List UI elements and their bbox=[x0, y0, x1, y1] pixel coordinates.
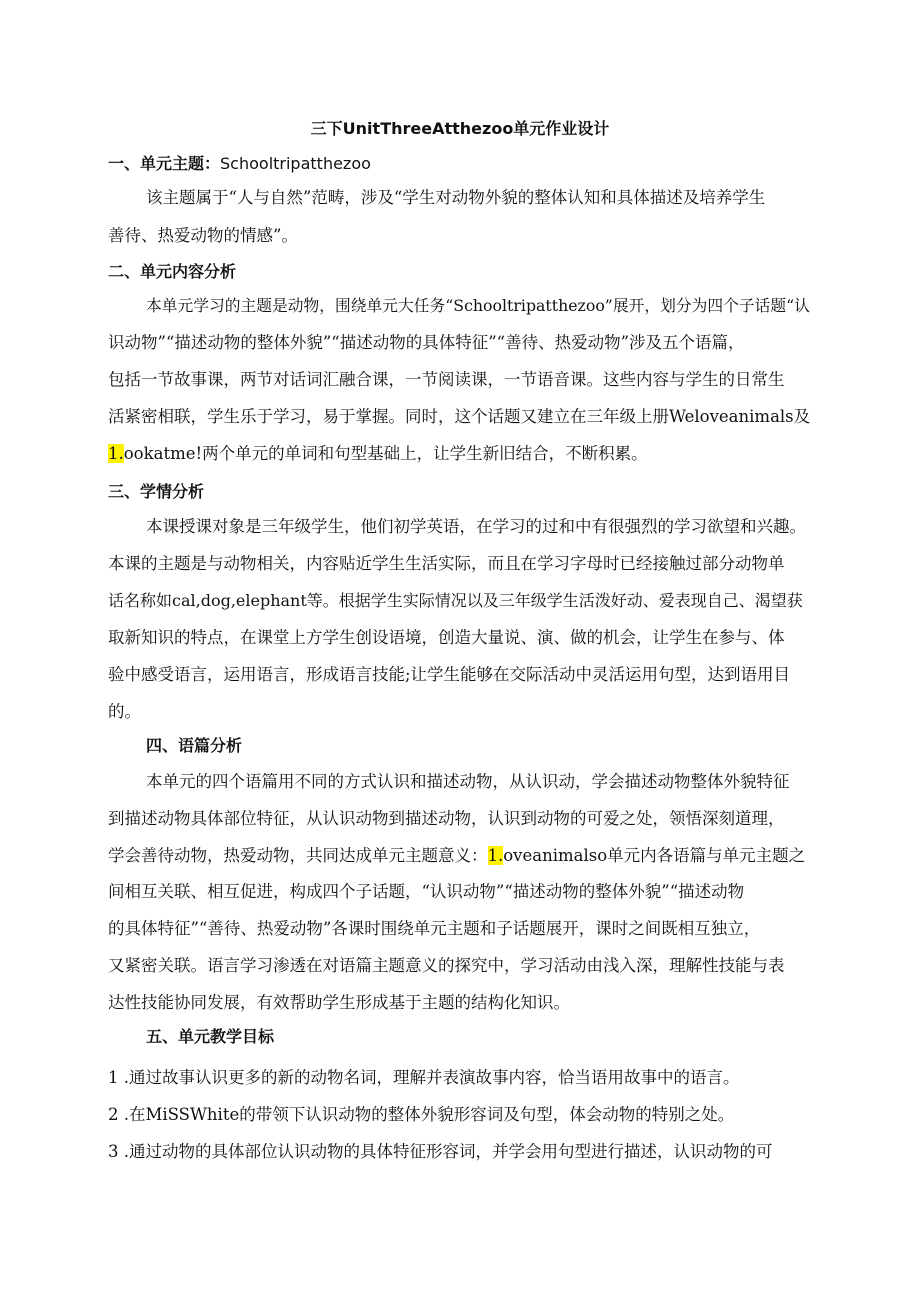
section-1-line: 善待、热爱动物的情感”。 bbox=[108, 226, 298, 245]
section-4-line bbox=[108, 844, 805, 868]
section-4-line-text: 学会善待动物，热爱动物，共同达成单元主题意义： bbox=[108, 846, 488, 865]
section-4-heading: 四、语篇分析 bbox=[146, 736, 243, 755]
section-1-heading bbox=[108, 153, 371, 175]
section-2-heading: 二、单元内容分析 bbox=[108, 262, 237, 281]
section-4-line: 间相互关联、相互促进，构成四个子话题，“认识动物”“描述动物的整体外貌”“描述动物 bbox=[108, 882, 745, 901]
section-3-heading: 三、学情分析 bbox=[108, 482, 205, 501]
section-4-line: 的具体特征”“善待、热爱动物”各课时围绕单元主题和子话题展开，课时之间既相互独立， bbox=[108, 919, 761, 938]
section-2-line bbox=[108, 442, 648, 466]
section-2-line-text: ookatme!两个单元的单词和句型基础上，让学生新旧结合，不断积累。 bbox=[123, 444, 648, 463]
section-3-line: 取新知识的特点，在课堂上方学生创设语境，创造大量说、演、做的机会，让学生在参与、体 bbox=[108, 628, 785, 647]
section-5-heading: 五、单元教学目标 bbox=[146, 1027, 275, 1046]
section-3-line: 本课授课对象是三年级学生，他们初学英语，在学习的过和中有很强烈的学习欲望和兴趣。 bbox=[146, 517, 806, 536]
section-2-line: 识动物”“描述动物的整体外貌”“描述动物的具体特征”“善待、热爱动物”涉及五个语篇， bbox=[108, 333, 745, 352]
section-3-line: 话名称如cal,dog,elephant等。根据学生实际情况以及三年级学生活泼好动、爱表现自己、渴望获 bbox=[108, 591, 803, 610]
document-title: 三下UnitThreeAtthezoo单元作业设计 bbox=[310, 119, 610, 138]
highlight-mark: 1. bbox=[108, 444, 124, 463]
section-4-line: 达性技能协同发展，有效帮助学生形成基于主题的结构化知识。 bbox=[108, 993, 570, 1012]
section-4-line-text: oveanimalso单元内各语篇与单元主题之 bbox=[503, 846, 806, 865]
section-3-line: 本课的主题是与动物相关，内容贴近学生生活实际，而且在学习字母时已经接触过部分动物单 bbox=[108, 554, 785, 573]
section-1-theme: Schooltripatthezoo bbox=[220, 154, 371, 173]
section-3-line: 的。 bbox=[108, 702, 141, 721]
section-2-line: 活紧密相联，学生乐于学习，易于掌握。同时，这个话题又建立在三年级上册Weloveanimals及 bbox=[108, 407, 811, 426]
highlight-mark: 1. bbox=[487, 846, 504, 865]
goal-item: 1 .通过故事认识更多的新的动物名词，理解并表演故事内容，恰当语用故事中的语言。 bbox=[108, 1068, 740, 1087]
section-2-line: 包括一节故事课，两节对话词汇融合课，一节阅读课，一节语音课。这些内容与学生的日常生 bbox=[108, 370, 785, 389]
goal-item: 2 .在MiSSWhite的带领下认识动物的整体外貌形容词及句型，体会动物的特别之处。 bbox=[108, 1105, 735, 1124]
section-3-line: 验中感受语言，运用语言，形成语言技能;让学生能够在交际活动中灵活运用句型，达到语用目 bbox=[108, 665, 791, 684]
section-1-heading-label: 一、单元主题： bbox=[108, 154, 221, 173]
section-1-line: 该主题属于“人与自然”范畴，涉及“学生对动物外貌的整体认知和具体描述及培养学生 bbox=[146, 188, 766, 207]
goal-item: 3 .通过动物的具体部位认识动物的具体特征形容词，并学会用句型进行描述，认识动物的可 bbox=[108, 1142, 773, 1161]
section-4-line: 又紧密关联。语言学习渗透在对语篇主题意义的探究中，学习活动由浅入深，理解性技能与表 bbox=[108, 956, 785, 975]
section-2-line: 本单元学习的主题是动物，围绕单元大任务“Schooltripatthezoo”展开，划分为四个子话题“认 bbox=[146, 296, 810, 315]
section-4-line: 到描述动物具体部位特征，从认识动物到描述动物，认识到动物的可爱之处，领悟深刻道理， bbox=[108, 809, 785, 828]
section-4-line: 本单元的四个语篇用不同的方式认识和描述动物，从认识动，学会描述动物整体外貌特征 bbox=[146, 772, 790, 791]
